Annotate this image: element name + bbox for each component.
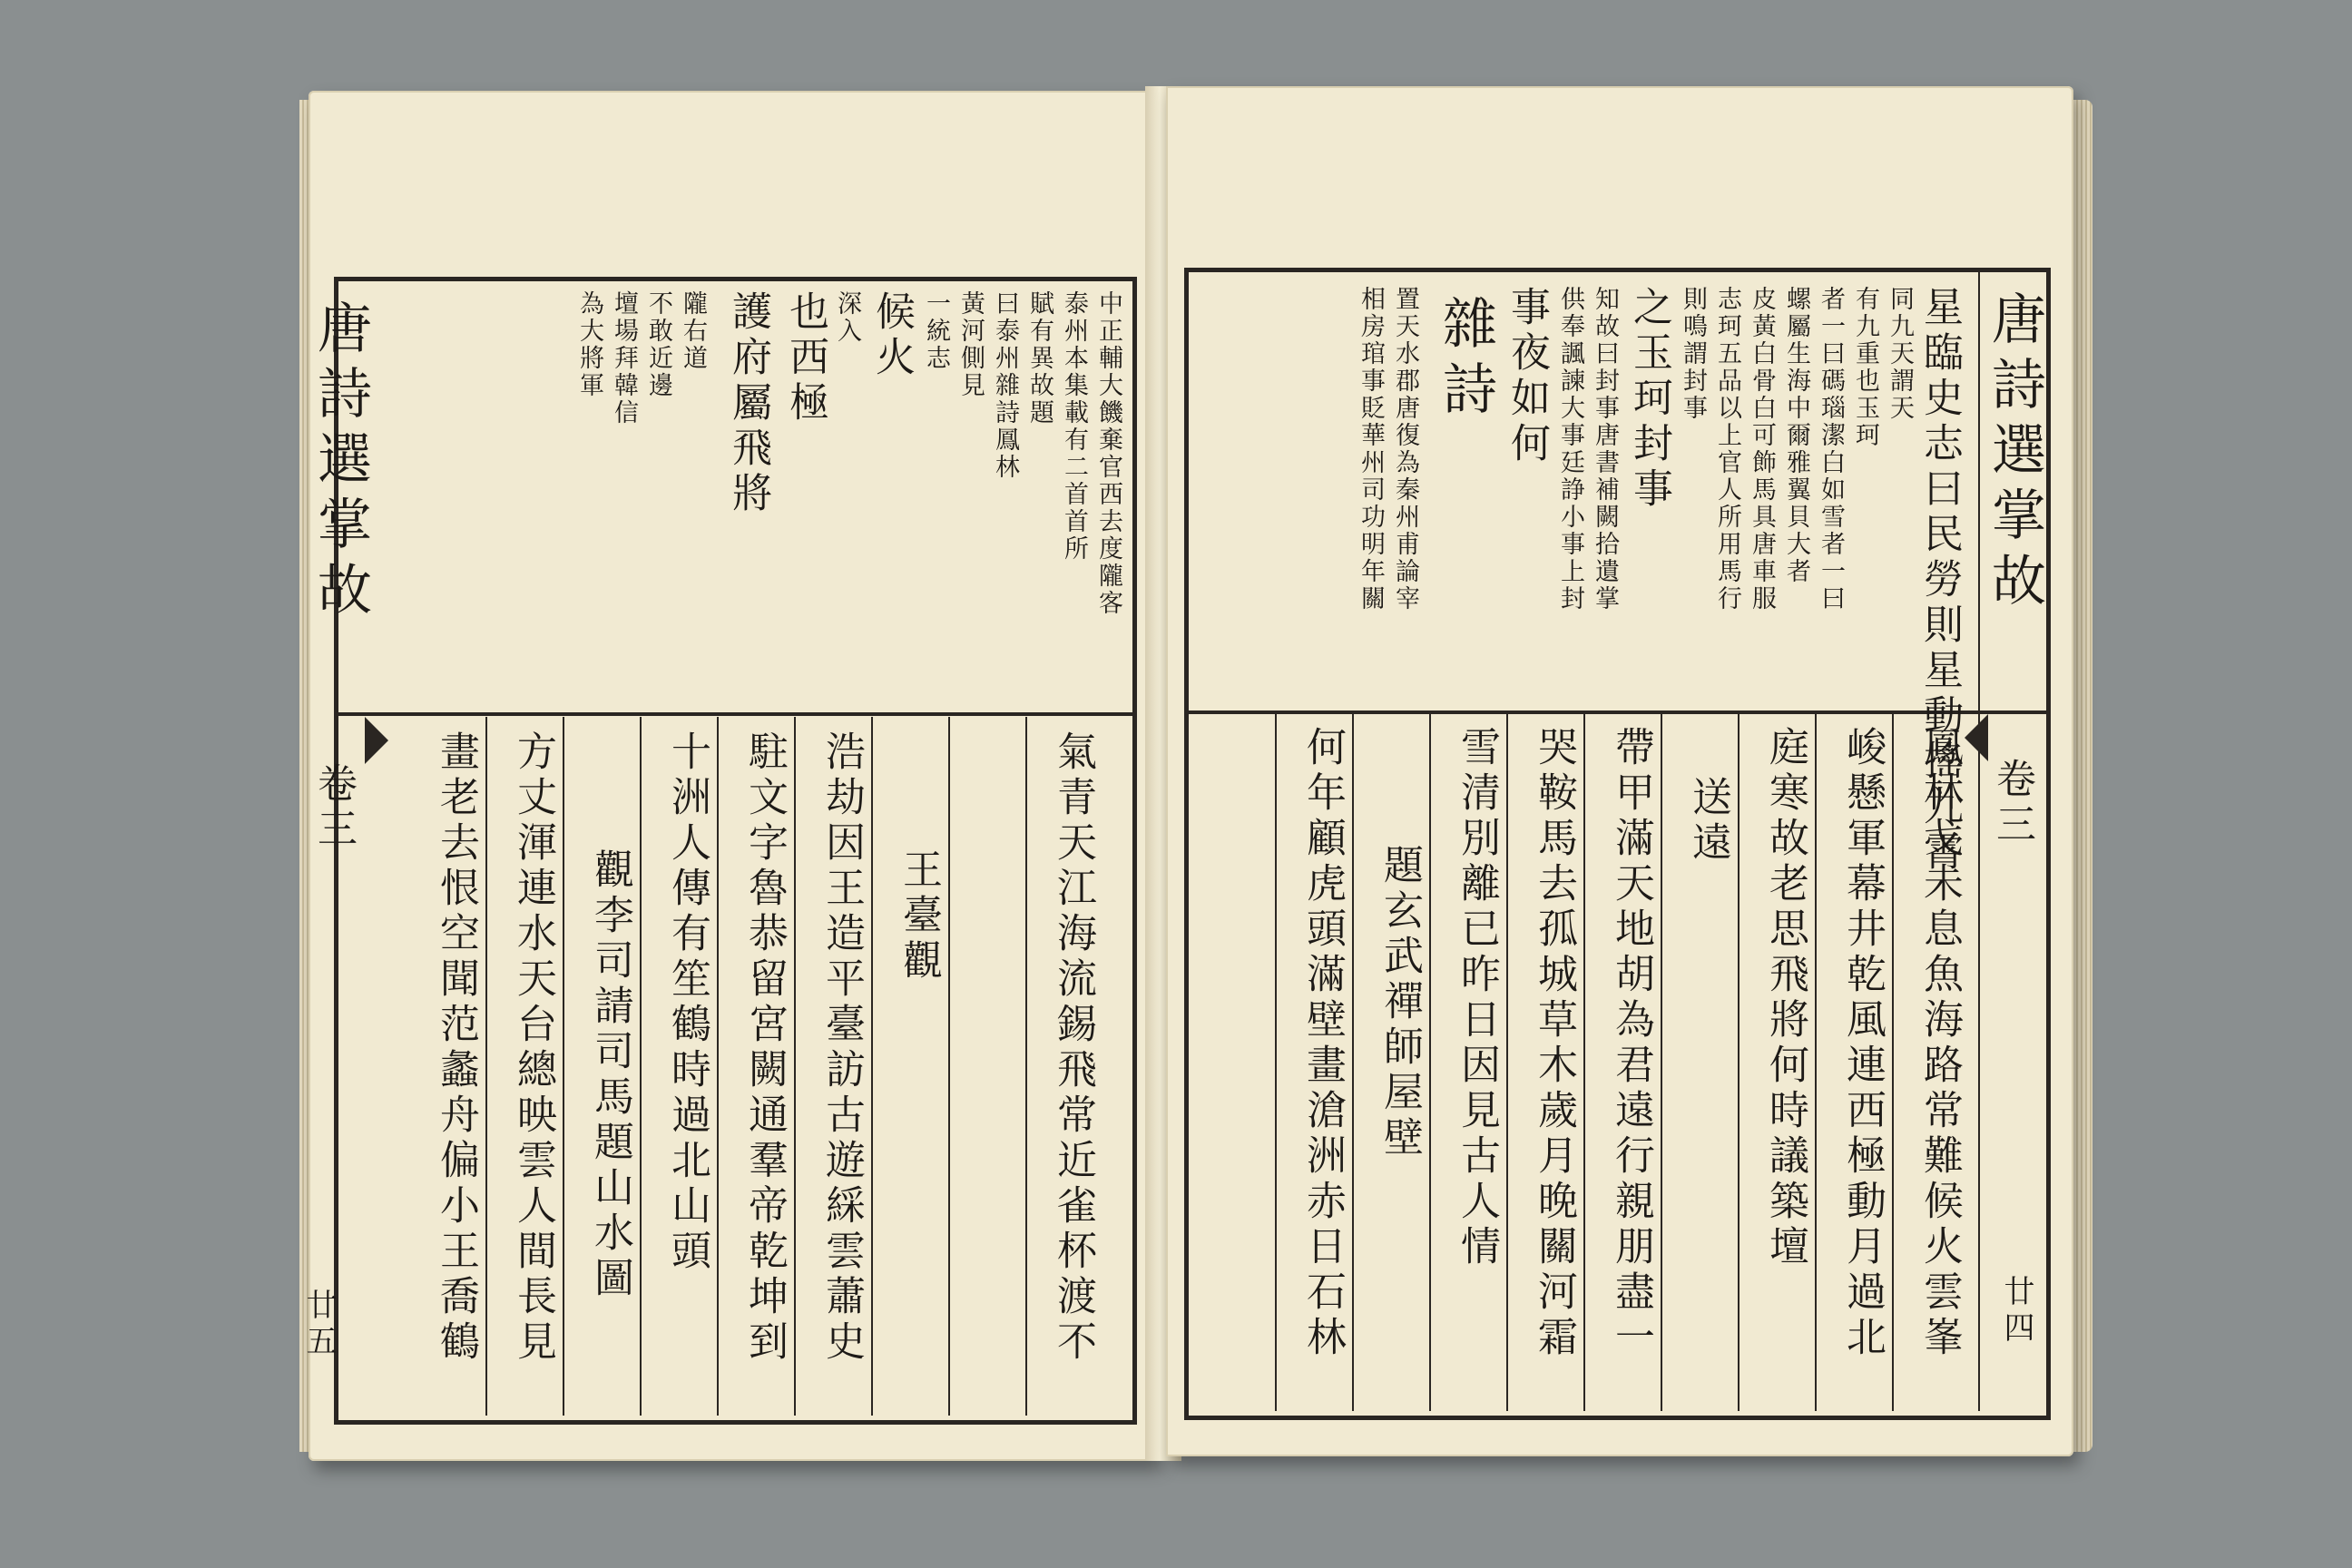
- right-poem-col-5: 帶甲滿天地胡為君遠行親朋盡一: [1608, 726, 1654, 1361]
- left-header-volume: 卷三: [310, 762, 357, 853]
- left-upper-col-9: 也西極: [782, 290, 828, 426]
- left-fold-mark: [365, 717, 388, 764]
- right-upper-col-7: 志珂五品以上官人所用馬行: [1713, 286, 1741, 612]
- left-upper-col-3: 賦有異故題: [1025, 290, 1054, 426]
- right-header-volume: 卷三: [1989, 758, 2035, 848]
- left-rule: [794, 717, 796, 1416]
- left-poem-col-7: 觀李司請司馬題山水圖: [587, 848, 633, 1302]
- right-upper-col-3: 有九重也玉珂: [1851, 286, 1879, 449]
- left-upper-col-4: 曰泰州雜詩鳳林: [991, 290, 1019, 481]
- left-rule: [563, 717, 564, 1416]
- right-upper-col-13: 雜詩: [1434, 295, 1497, 426]
- right-upper-col-8: 則鳴謂封事: [1679, 286, 1707, 422]
- right-upper-col-4: 者一曰碼瑙潔白如雪者一曰: [1817, 286, 1845, 612]
- right-upper-col-14: 置天水郡唐復為秦州甫論宰: [1391, 286, 1419, 612]
- left-rule: [948, 717, 950, 1416]
- right-upper-col-2: 同九天謂天: [1886, 286, 1914, 422]
- right-rule: [1892, 714, 1894, 1411]
- left-poem-col-8: 方丈渾連水天台總映雲人間長見: [510, 730, 556, 1366]
- left-upper-col-11: 隴右道: [679, 290, 707, 372]
- left-poem-col-5: 駐文字魯恭留宮闕通羣帝乾坤到: [741, 730, 788, 1366]
- left-upper-col-2: 泰州本集載有二首首所: [1060, 290, 1088, 563]
- left-rule: [485, 717, 487, 1416]
- left-header-title: 唐詩選掌故: [309, 299, 372, 626]
- right-upper-col-12: 事夜如何: [1504, 286, 1550, 467]
- left-rule: [871, 717, 873, 1416]
- left-upper-col-1: 中正輔大饑棄官西去度隴客: [1094, 290, 1122, 617]
- right-upper-col-10: 知故曰封事唐書補闕拾遺掌: [1591, 286, 1619, 612]
- left-upper-col-5: 黃河側見: [956, 290, 985, 399]
- right-poem-col-8: 題玄武禪師屋壁: [1377, 844, 1423, 1161]
- right-rule: [1275, 714, 1277, 1411]
- right-page: [1166, 86, 2073, 1456]
- right-header-title: 唐詩選掌故: [1983, 290, 2046, 617]
- right-rule: [1815, 714, 1817, 1411]
- left-upper-col-10: 護府屬飛將: [725, 290, 771, 517]
- right-poem-col-3: 庭寒故老思飛將何時議築壇: [1762, 726, 1808, 1270]
- left-poem-col-1: 氣青天江海流錫飛常近雀杯渡不: [1050, 730, 1096, 1366]
- right-poem-col-6: 哭鞍馬去孤城草木歲月晚關河霜: [1531, 726, 1577, 1361]
- right-fold-mark: [1965, 714, 1988, 761]
- left-poem-col-9: 畫老去恨空聞范蠡舟偏小王喬鶴: [433, 730, 479, 1366]
- right-poem-col-1: 鳳林戈未息魚海路常難候火雲峯: [1916, 726, 1963, 1361]
- right-page-number: 廿四: [1998, 1275, 2034, 1348]
- left-rule: [640, 717, 642, 1416]
- left-upper-col-12: 不敢近邊: [644, 290, 672, 399]
- left-rule: [1025, 717, 1027, 1416]
- right-poem-col-2: 峻懸軍幕井乾風連西極動月過北: [1839, 726, 1886, 1361]
- left-rule: [717, 717, 719, 1416]
- right-upper-col-11: 供奉諷諫大事廷諍小事上封: [1556, 286, 1584, 612]
- left-upper-col-8: 深入: [833, 290, 861, 345]
- right-poem-col-9: 何年顧虎頭滿壁畫滄洲赤日石林: [1299, 726, 1346, 1361]
- left-page-divider: [334, 712, 1132, 716]
- right-rule: [1352, 714, 1354, 1411]
- left-upper-col-6: 一統志: [922, 290, 950, 372]
- left-upper-col-13: 壇場拜韓信: [610, 290, 638, 426]
- left-upper-col-7: 候火: [868, 290, 915, 381]
- right-header-rule: [1978, 272, 1980, 1411]
- right-upper-col-1: 星臨史志曰民勞則星動搖九霄: [1916, 286, 1963, 876]
- right-upper-col-9: 之玉珂封事: [1626, 286, 1672, 513]
- left-page-number: 廿五: [300, 1289, 337, 1361]
- right-poem-col-4: 送遠: [1685, 776, 1731, 867]
- right-rule: [1738, 714, 1740, 1411]
- left-poem-col-3: 王臺觀: [896, 848, 942, 985]
- left-upper-col-14: 為大將軍: [575, 290, 603, 399]
- right-poem-col-7: 雪清別離已昨日因見古人情: [1454, 726, 1500, 1270]
- right-rule: [1506, 714, 1508, 1411]
- right-rule: [1583, 714, 1585, 1411]
- right-upper-col-15: 相房琯事貶華州司功明年關: [1357, 286, 1385, 612]
- left-poem-col-4: 浩劫因王造平臺訪古遊綵雲蕭史: [818, 730, 865, 1366]
- right-upper-col-5: 螺屬生海中爾雅翼貝大者: [1782, 286, 1810, 585]
- left-page: [300, 91, 1157, 1461]
- right-rule: [1661, 714, 1662, 1411]
- right-rule: [1429, 714, 1431, 1411]
- right-upper-col-6: 皮黃白骨白可飾馬具唐車服: [1748, 286, 1776, 612]
- left-poem-col-6: 十洲人傳有笙鶴時過北山頭: [664, 730, 710, 1275]
